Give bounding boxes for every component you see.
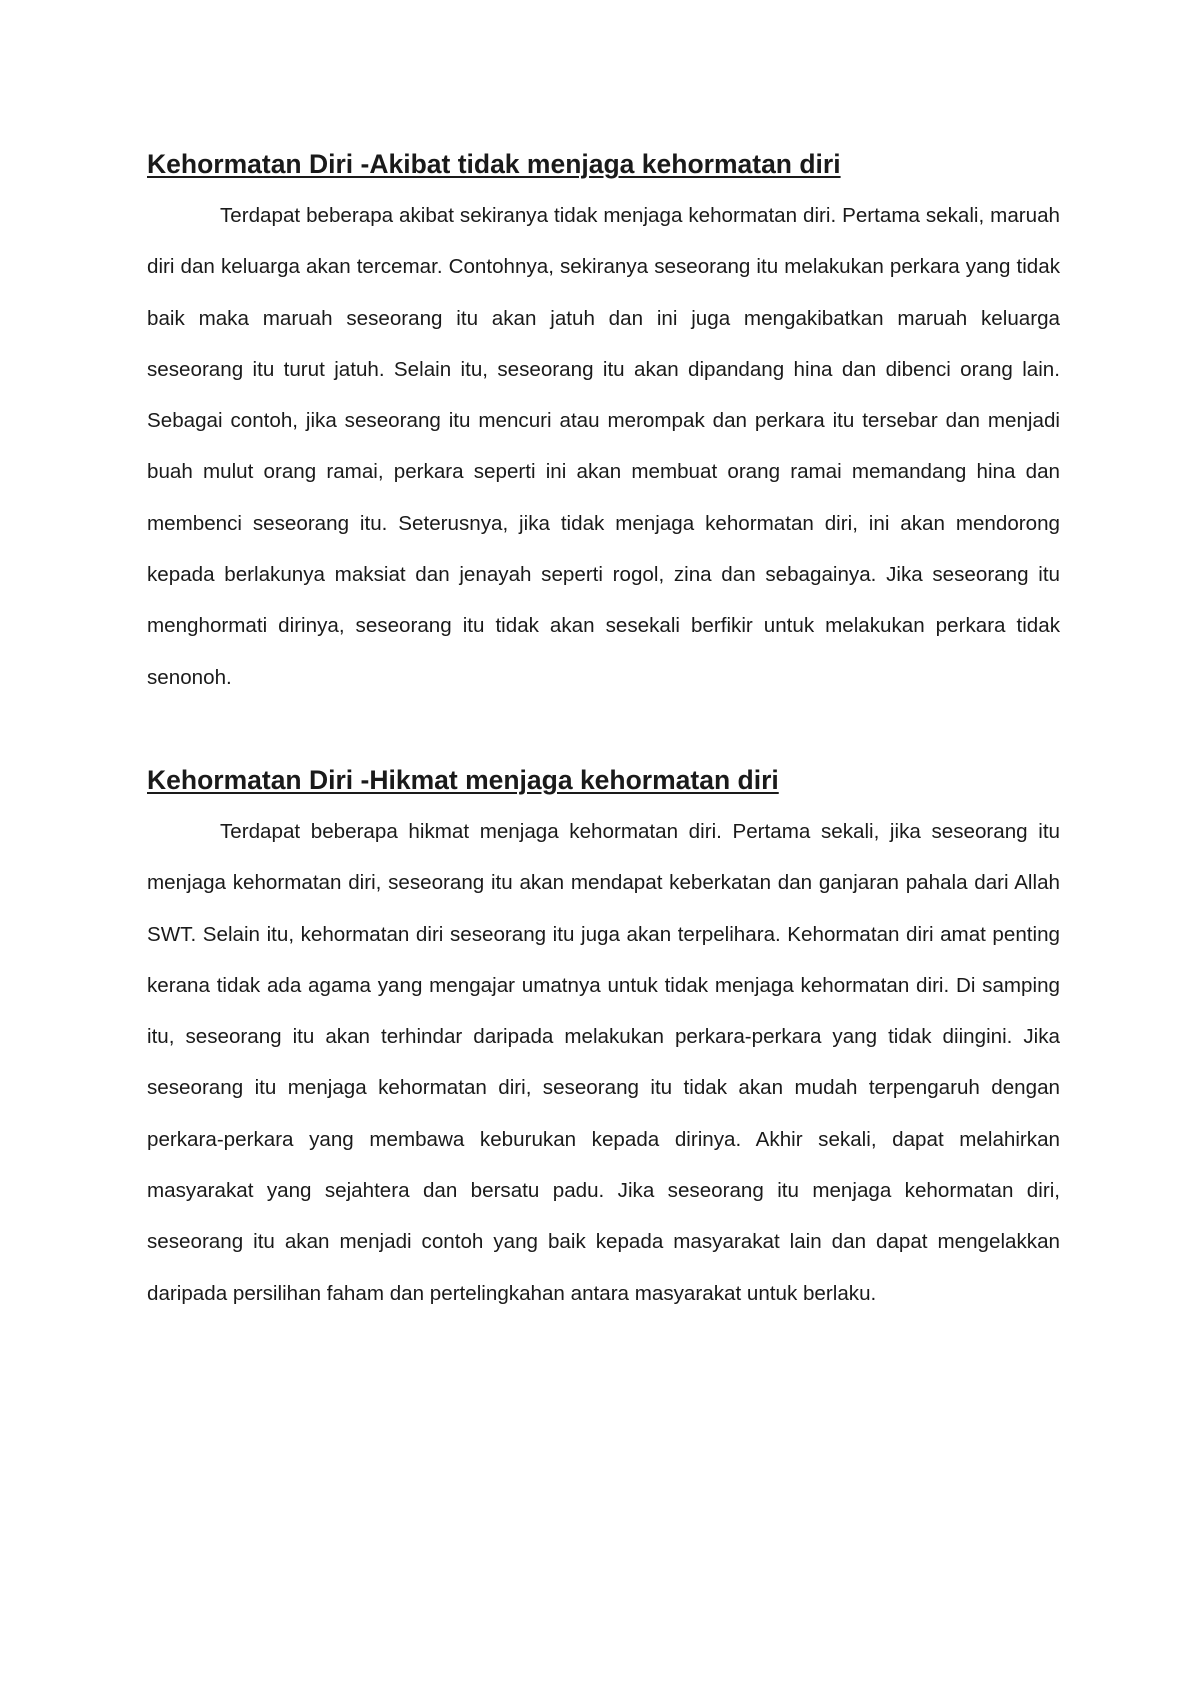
section-paragraph: Terdapat beberapa akibat sekiranya tidak menjaga kehormatan diri. Pertama sekali, maruah diri dan keluarga akan tercemar. Contohnya, sekiranya seseorang itu melakukan perkara yang tidak baik maka maruah seseorang itu akan jatuh dan ini juga mengakibatkan maruah keluarga seseorang itu turut jatuh. Selain itu, seseorang itu akan dipandang hina dan dibenci orang lain. Sebagai contoh, jika seseorang itu mencuri atau merompak dan perkara itu tersebar dan menjadi buah mulut orang ramai, perkara seperti ini akan membuat orang ramai memandang hina dan membenci seseorang itu. Seterusnya, jika tidak menjaga kehormatan diri, ini akan mendorong kepada berlakunya maksiat dan jenayah seperti rogol, zina dan sebagainya. Jika seseorang itu menghormati dirinya, seseorang itu tidak akan sesekali berfikir untuk melakukan perkara tidak senonoh. <box>147 204 1060 689</box>
section-akibat <box>147 140 1060 703</box>
section-heading: Kehormatan Diri -Akibat tidak menjaga kehormatan diri <box>147 149 841 179</box>
section-heading: Kehormatan Diri -Hikmat menjaga kehormatan diri <box>147 764 779 795</box>
section-paragraph: Terdapat beberapa hikmat menjaga kehormatan diri. Pertama sekali, jika seseorang itu menjaga kehormatan diri, seseorang itu akan mendapat keberkatan dan ganjaran pahala dari Allah SWT. Selain itu, kehormatan diri seseorang itu juga akan terpelihara. Kehormatan diri amat penting kerana tidak ada agama yang mengajar umatnya untuk tidak menjaga kehormatan diri. Di samping itu, seseorang itu akan terhindar daripada melakukan perkara-perkara yang tidak diingini. Jika seseorang itu menjaga kehormatan diri, seseorang itu tidak akan mudah terpengaruh dengan perkara-perkara yang membawa keburukan kepada dirinya. Akhir sekali, dapat melahirkan masyarakat yang sejahtera dan bersatu padu. Jika seseorang itu menjaga kehormatan diri, seseorang itu akan menjadi contoh yang baik kepada masyarakat lain dan dapat mengelakkan daripada persilihan faham dan pertelingkahan antara masyarakat untuk berlaku. <box>147 819 1060 1305</box>
document-page <box>147 140 1060 1319</box>
section-hikmat <box>147 756 1060 1319</box>
